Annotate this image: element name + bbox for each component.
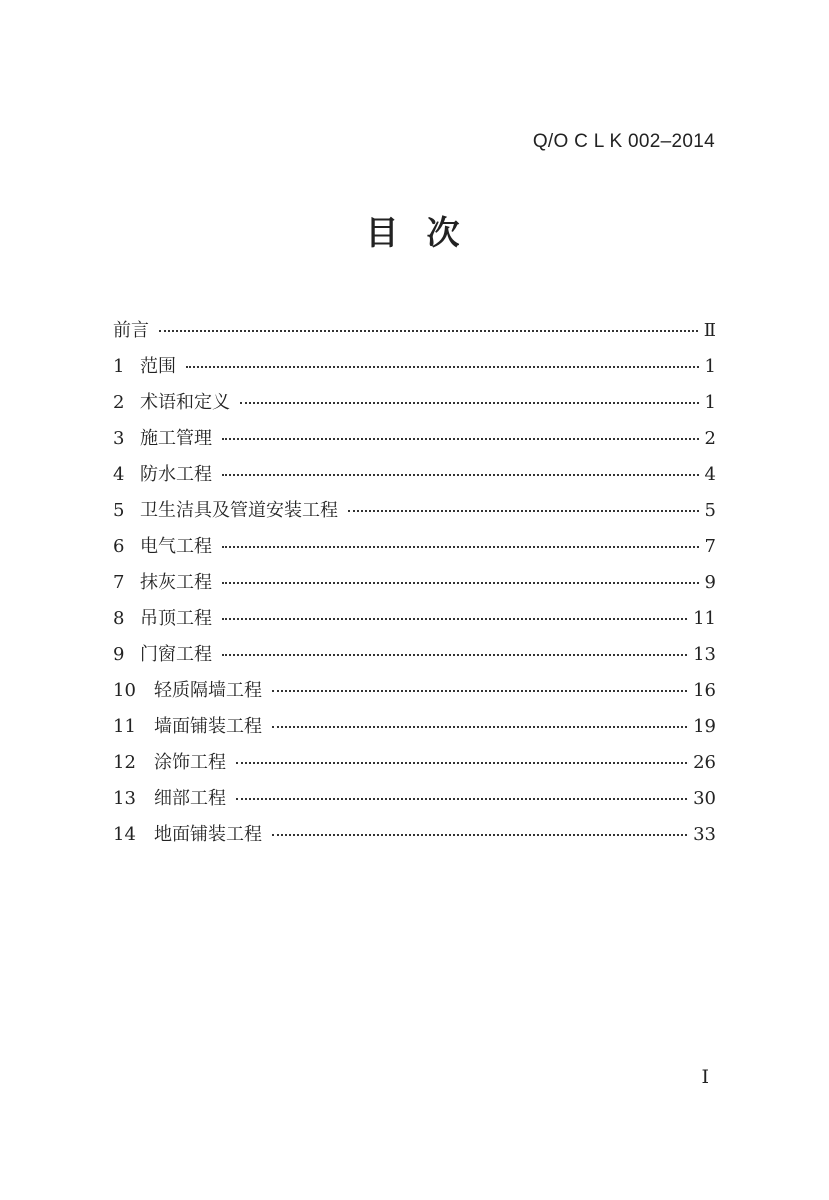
toc-entry-number: 10 <box>113 680 136 701</box>
toc-entry-label: 卫生洁具及管道安装工程 <box>140 500 338 521</box>
toc-entry-label: 电气工程 <box>140 536 212 557</box>
toc-entry-number: 9 <box>113 644 125 665</box>
dot-leader <box>236 797 687 800</box>
toc-entry-14[interactable] <box>113 817 716 853</box>
toc-entry-4[interactable] <box>113 457 716 493</box>
dot-leader <box>159 329 698 332</box>
toc-entry-number: 6 <box>113 536 125 557</box>
dot-leader <box>272 689 687 692</box>
toc-entry-page: 19 <box>693 716 716 737</box>
page-title: 目次 <box>365 213 488 252</box>
toc-entry-number: 14 <box>113 824 136 845</box>
toc-entry-label: 吊顶工程 <box>140 608 212 629</box>
toc-entry-label: 抹灰工程 <box>140 572 212 593</box>
toc-entry-page: 9 <box>704 572 716 593</box>
dot-leader <box>222 581 699 584</box>
dot-leader <box>222 473 699 476</box>
toc-entry-page: 2 <box>704 428 716 449</box>
toc-entry-7[interactable] <box>113 565 716 601</box>
toc-entry-page: 16 <box>693 680 716 701</box>
dot-leader <box>222 437 699 440</box>
toc-entry-page: 33 <box>693 824 716 845</box>
toc-entry-page: 4 <box>704 464 716 485</box>
toc-entry-number: 2 <box>113 392 125 413</box>
toc-entry-page: 1 <box>704 392 716 413</box>
toc-entry-label: 门窗工程 <box>140 644 212 665</box>
toc-entry-page: Ⅱ <box>703 320 716 341</box>
toc-entry-10[interactable] <box>113 673 716 709</box>
toc-entry-number: 12 <box>113 752 136 773</box>
toc-entry-number: 8 <box>113 608 125 629</box>
dot-leader <box>236 761 687 764</box>
dot-leader <box>272 725 687 728</box>
toc-entry-13[interactable] <box>113 781 716 817</box>
toc-entry-preface[interactable] <box>113 313 716 349</box>
dot-leader <box>222 545 699 548</box>
toc-entry-number: 7 <box>113 572 125 593</box>
toc-entry-5[interactable] <box>113 493 716 529</box>
toc-entry-12[interactable] <box>113 745 716 781</box>
toc-entry-8[interactable] <box>113 601 716 637</box>
toc-entry-page: 30 <box>693 788 716 809</box>
document-code: Q/O C L K 002–2014 <box>532 131 715 152</box>
toc-entry-2[interactable] <box>113 385 716 421</box>
table-of-contents <box>113 313 716 853</box>
toc-entry-page: 13 <box>693 644 716 665</box>
toc-entry-label: 范围 <box>140 356 176 377</box>
toc-entry-number: 11 <box>113 716 136 737</box>
toc-entry-label: 地面铺装工程 <box>154 824 262 845</box>
toc-entry-label: 涂饰工程 <box>154 752 226 773</box>
toc-entry-number: 5 <box>113 500 125 521</box>
toc-entry-label: 前言 <box>113 320 149 341</box>
toc-entry-page: 1 <box>704 356 716 377</box>
toc-entry-9[interactable] <box>113 637 716 673</box>
dot-leader <box>222 653 687 656</box>
toc-entry-label: 施工管理 <box>140 428 212 449</box>
toc-entry-6[interactable] <box>113 529 716 565</box>
toc-entry-label: 细部工程 <box>154 788 226 809</box>
toc-entry-number: 4 <box>113 464 125 485</box>
toc-entry-11[interactable] <box>113 709 716 745</box>
toc-entry-label: 术语和定义 <box>140 392 230 413</box>
toc-entry-label: 墙面铺装工程 <box>154 716 262 737</box>
toc-entry-page: 5 <box>704 500 716 521</box>
toc-entry-label: 防水工程 <box>140 464 212 485</box>
dot-leader <box>240 401 699 404</box>
toc-entry-label: 轻质隔墙工程 <box>154 680 262 701</box>
toc-entry-number: 1 <box>113 356 125 377</box>
toc-entry-page: 26 <box>693 752 716 773</box>
dot-leader <box>272 833 687 836</box>
dot-leader <box>186 365 699 368</box>
toc-entry-3[interactable] <box>113 421 716 457</box>
page-number: I <box>701 1066 709 1088</box>
toc-entry-page: 7 <box>704 536 716 557</box>
toc-entry-page: 11 <box>693 608 716 629</box>
dot-leader <box>222 617 687 620</box>
toc-entry-number: 13 <box>113 788 136 809</box>
toc-entry-number: 3 <box>113 428 125 449</box>
dot-leader <box>348 509 699 512</box>
toc-entry-1[interactable] <box>113 349 716 385</box>
